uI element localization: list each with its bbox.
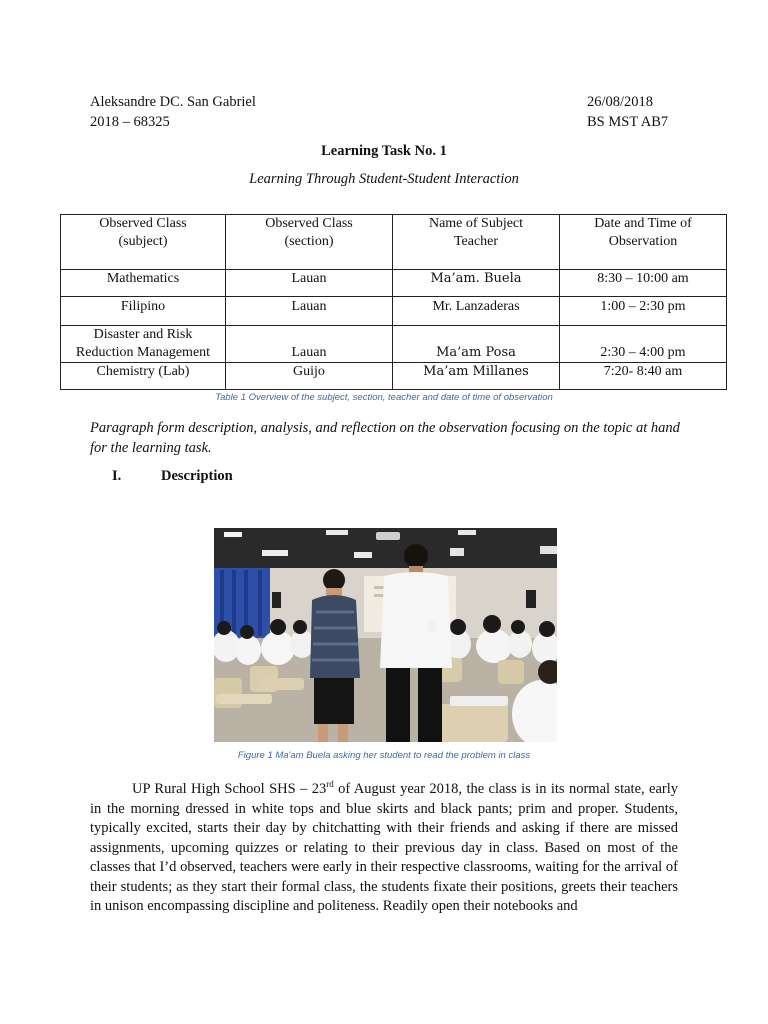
- section-number: I.: [112, 468, 122, 484]
- body-text-part2: of August year 2018, the class is in its normal state, early in the morning dressed in white tops and blue skirts and black pants; prim and proper. Students, typically excited, starts their day by chitchatting with their friends and asking if there are missed assignments, upcoming quizzes or relating to their previous day in class. Based on most of the classes that I’d observed, teachers were early in their respective classrooms, waiting for the arrival of their students; as they start their formal class, the students fixate their positions, greets their teachers in unison encompassing discipline and politeness. Readily open their notebooks and: [90, 781, 679, 914]
- cell-teacher: Ma’am Millanes: [393, 363, 560, 390]
- cell-time: 8:30 – 10:00 am: [560, 270, 727, 297]
- cell-time: 2:30 – 4:00 pm: [560, 326, 727, 363]
- document-date: 26/08/2018: [587, 94, 654, 110]
- header-cell-teacher: Name of Subject Teacher: [393, 215, 560, 270]
- student-number: 2018 – 68325: [90, 114, 170, 130]
- header-cell-subject: Observed Class (subject): [61, 215, 226, 270]
- figure-caption: Figure 1 Ma'am Buela asking her student to read the problem in class: [237, 750, 531, 761]
- table-caption: Table 1 Overview of the subject, section, teacher and date of time of observation: [215, 392, 553, 403]
- cell-teacher: Mr. Lanzaderas: [393, 297, 560, 326]
- cell-subject: Mathematics: [61, 270, 226, 297]
- student-info: [90, 92, 256, 132]
- task-prompt: Paragraph form description, analysis, and reflection on the observation focusing on the topic at hand for the learning task.: [90, 420, 680, 456]
- program-section: BS MST AB7: [587, 114, 669, 130]
- student-name: Aleksandre DC. San Gabriel: [90, 94, 256, 110]
- body-paragraph: [90, 780, 678, 917]
- cell-section: Lauan: [226, 270, 393, 297]
- cell-subject: Filipino: [61, 297, 226, 326]
- table-row: [61, 326, 727, 363]
- cell-section: Lauan: [226, 297, 393, 326]
- document-title: Learning Task No. 1: [321, 143, 447, 159]
- cell-teacher: Ma’am Posa: [393, 326, 560, 363]
- header-cell-datetime: Date and Time of Observation: [560, 215, 727, 270]
- table-row: [61, 363, 727, 390]
- cell-time: 7:20- 8:40 am: [560, 363, 727, 390]
- cell-time: 1:00 – 2:30 pm: [560, 297, 727, 326]
- header-cell-section: Observed Class (section): [226, 215, 393, 270]
- table-row: [61, 297, 727, 326]
- table-header-row: [61, 215, 727, 270]
- observation-table: [60, 214, 727, 390]
- section-title: Description: [161, 468, 233, 484]
- cell-teacher: Ma’am. Buela: [393, 270, 560, 297]
- table-row: [61, 270, 727, 297]
- date-program: [587, 92, 668, 132]
- cell-section: Lauan: [226, 326, 393, 363]
- cell-subject: Chemistry (Lab): [61, 363, 226, 390]
- body-text-part1: UP Rural High School SHS – 23: [132, 781, 327, 797]
- classroom-photo: [214, 528, 557, 742]
- ordinal-suffix: rd: [326, 779, 334, 790]
- document-subtitle: Learning Through Student-Student Interaction: [249, 171, 519, 187]
- cell-subject: Disaster and Risk Reduction Management: [61, 326, 226, 363]
- cell-section: Guijo: [226, 363, 393, 390]
